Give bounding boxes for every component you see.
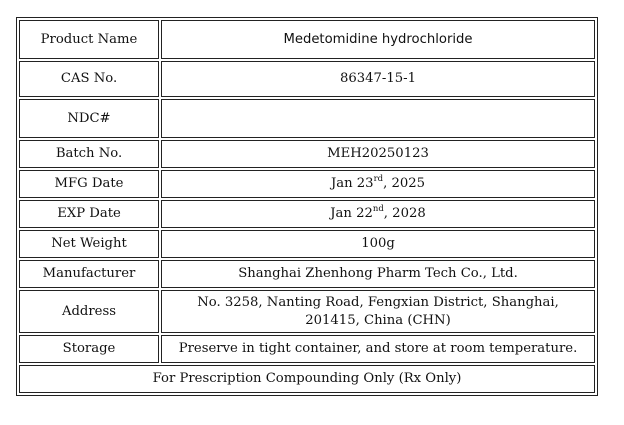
label-address: Address <box>19 290 159 333</box>
row-net-weight <box>19 230 595 258</box>
label-net-weight: Net Weight <box>19 230 159 258</box>
value-mfg-date <box>161 170 595 198</box>
label-storage: Storage <box>19 335 159 363</box>
row-cas-no <box>19 61 595 97</box>
exp-date-year: , 2028 <box>383 206 426 221</box>
label-cas-no: CAS No. <box>19 61 159 97</box>
mfg-date-suffix: rd <box>373 173 384 184</box>
row-manufacturer <box>19 260 595 288</box>
row-exp-date <box>19 200 595 228</box>
row-batch-no <box>19 140 595 168</box>
label-batch-no: Batch No. <box>19 140 159 168</box>
row-storage <box>19 335 595 363</box>
value-batch-no: MEH20250123 <box>161 140 595 168</box>
label-manufacturer: Manufacturer <box>19 260 159 288</box>
value-address: No. 3258, Nanting Road, Fengxian District, Shanghai, 201415, China (CHN) <box>161 290 595 333</box>
label-product-name: Product Name <box>19 20 159 59</box>
label-ndc: NDC# <box>19 99 159 138</box>
exp-date-main: Jan 22 <box>330 206 373 221</box>
row-footer <box>19 365 595 393</box>
value-storage: Preserve in tight container, and store at room temperature. <box>161 335 595 363</box>
label-mfg-date: MFG Date <box>19 170 159 198</box>
row-product-name <box>19 20 595 59</box>
value-manufacturer: Shanghai Zhenhong Pharm Tech Co., Ltd. <box>161 260 595 288</box>
mfg-date-year: , 2025 <box>383 176 426 191</box>
row-ndc <box>19 99 595 138</box>
value-cas-no: 86347-15-1 <box>161 61 595 97</box>
product-label-table <box>16 17 598 396</box>
value-ndc <box>161 99 595 138</box>
label-exp-date: EXP Date <box>19 200 159 228</box>
mfg-date-main: Jan 23 <box>330 176 374 191</box>
value-product-name: Medetomidine hydrochloride <box>161 20 595 59</box>
row-mfg-date <box>19 170 595 198</box>
value-exp-date <box>161 200 595 228</box>
footer-note: For Prescription Compounding Only (Rx Only) <box>19 365 595 393</box>
value-net-weight: 100g <box>161 230 595 258</box>
row-address <box>19 290 595 333</box>
exp-date-suffix: nd <box>372 203 384 214</box>
